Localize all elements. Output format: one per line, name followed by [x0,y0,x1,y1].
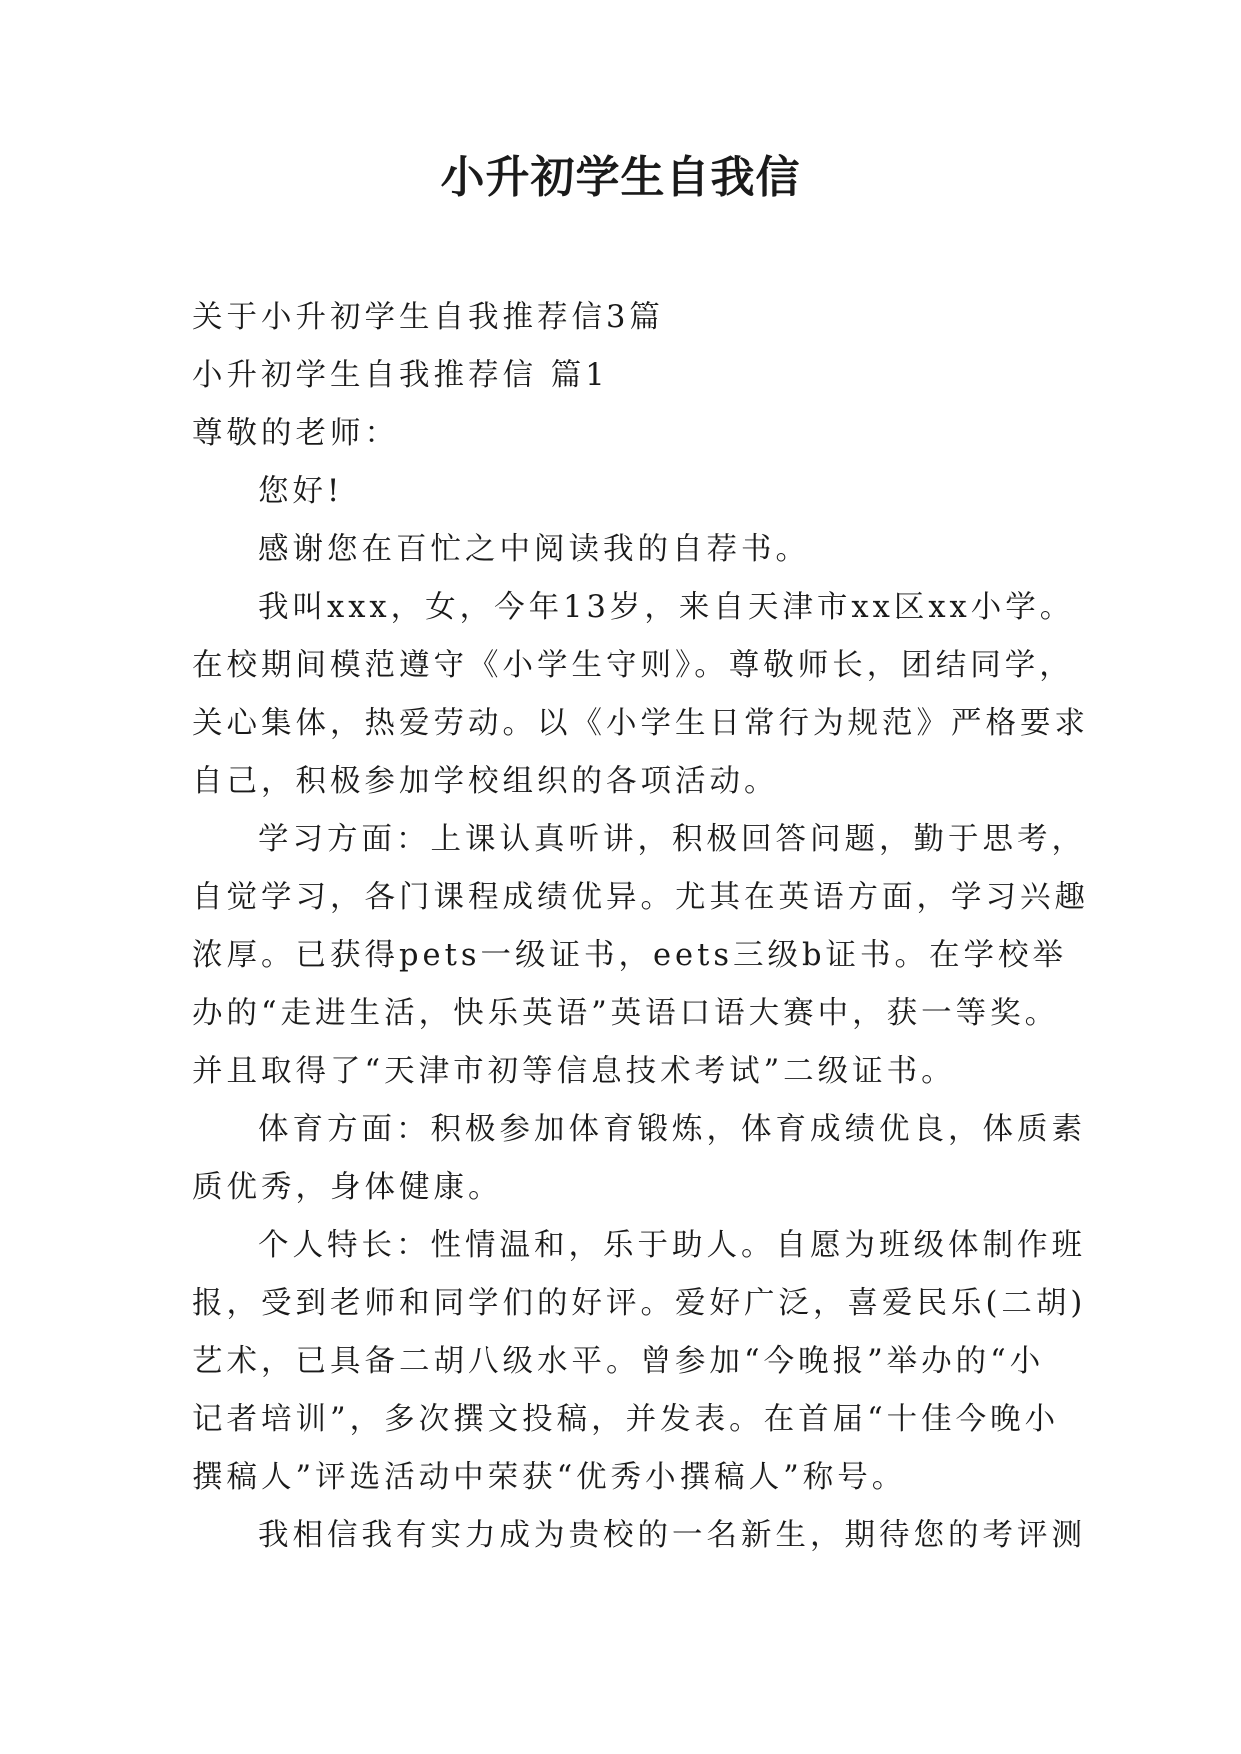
paragraph-line: 并且取得了“天津市初等信息技术考试”二级证书。 [192,1054,956,1089]
document-body [192,289,1089,1565]
paragraph-line: 办的“走进生活，快乐英语”英语口语大赛中，获一等奖。 [192,996,1060,1031]
paragraph-line: 记者培训”，多次撰文投稿，并发表。在首届“十佳今晚小 [192,1402,1060,1437]
salutation: 尊敬的老师： [192,416,399,451]
paragraph-line: 个人特长：性情温和，乐于助人。自愿为班级体制作班 [258,1228,1086,1263]
paragraph-line: 报，受到老师和同学们的好评。爱好广泛，喜爱民乐(二胡) [192,1286,1087,1321]
paragraph-line: 感谢您在百忙之中阅读我的自荐书。 [258,532,810,567]
subtitle-line: 关于小升初学生自我推荐信3篇 [192,300,664,335]
paragraph-line: 质优秀，身体健康。 [192,1170,503,1205]
paragraph-line: 体育方面：积极参加体育锻炼，体育成绩优良，体质素 [258,1112,1086,1147]
section-heading: 小升初学生自我推荐信 篇1 [192,358,609,393]
paragraph-line: 艺术，已具备二胡八级水平。曾参加“今晚报”举办的“小 [192,1344,1045,1379]
document-title: 小升初学生自我信 [440,152,801,203]
paragraph-line: 自己，积极参加学校组织的各项活动。 [192,764,779,799]
paragraph-line: 自觉学习，各门课程成绩优异。尤其在英语方面，学习兴趣 [192,880,1089,915]
greeting: 您好! [258,474,344,509]
paragraph-line: 撰稿人”评选活动中荣获“优秀小撰稿人”称号。 [192,1460,907,1495]
paragraph-line: 关心集体，热爱劳动。以《小学生日常行为规范》严格要求 [192,706,1089,741]
paragraph-line: 浓厚。已获得pets一级证书，eets三级b证书。在学校举 [192,938,1068,973]
paragraph-line: 我相信我有实力成为贵校的一名新生，期待您的考评测 [258,1518,1086,1553]
paragraph-line: 学习方面：上课认真听讲，积极回答问题，勤于思考， [258,822,1086,857]
paragraph-line: 在校期间模范遵守《小学生守则》。尊敬师长，团结同学， [192,648,1074,683]
paragraph-line: 我叫xxx，女，今年13岁，来自天津市xx区xx小学。 [258,590,1075,625]
